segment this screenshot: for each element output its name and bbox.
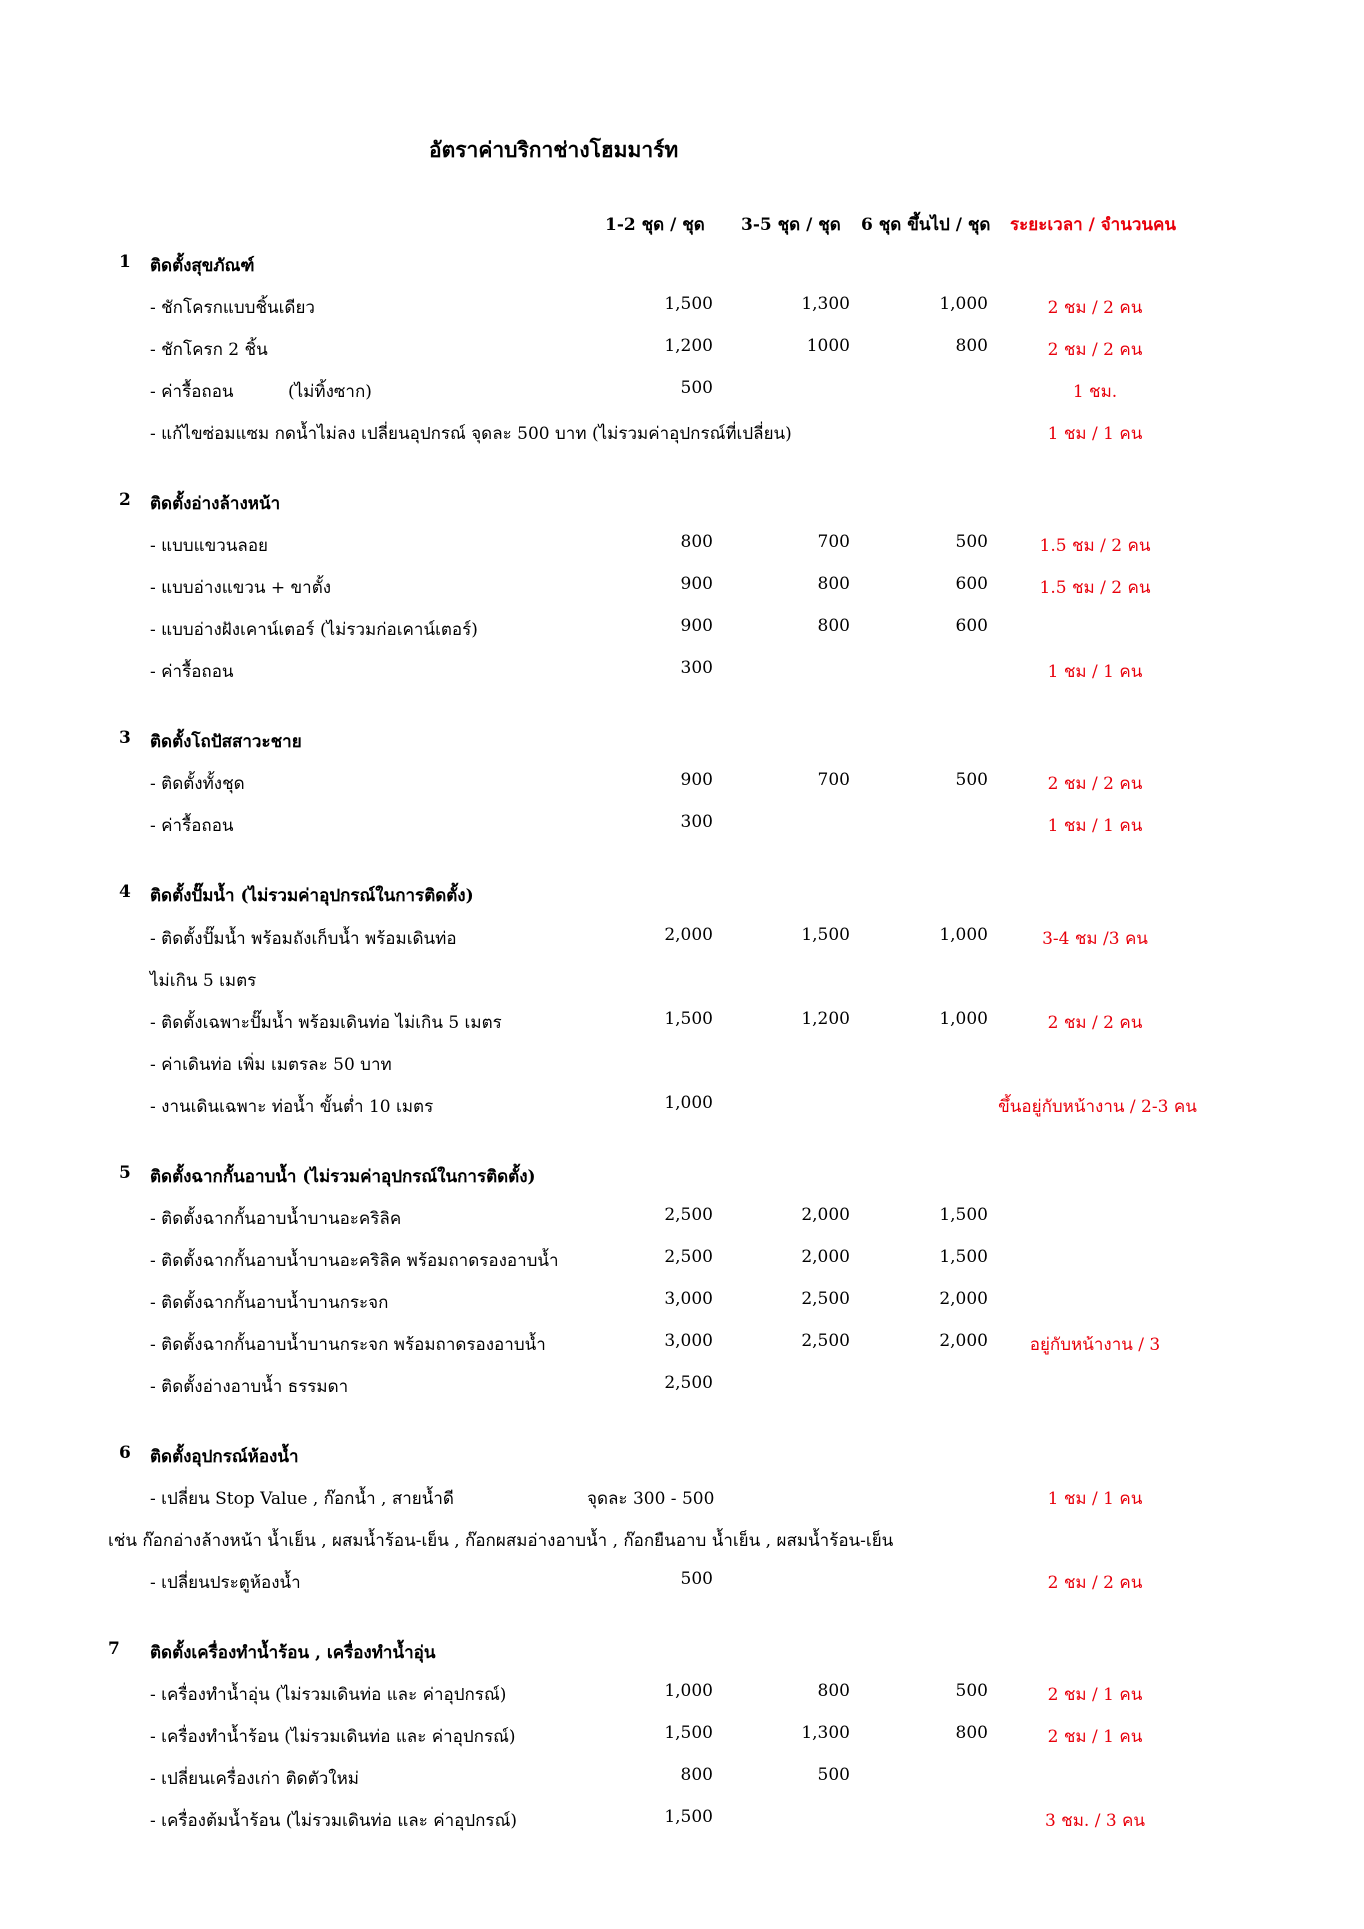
item-label: - ติดตั้งฉากกั้นอาบน้ำบานอะคริลิค bbox=[150, 1209, 402, 1229]
price-6-plus: 1,000 bbox=[939, 925, 988, 945]
item-label: - แบบแขวนลอย bbox=[150, 536, 269, 556]
item-label: - ติดตั้งฉากกั้นอาบน้ำบานกระจก bbox=[150, 1293, 389, 1313]
section-number: 2 bbox=[119, 490, 131, 510]
header-col-time-people: ระยะเวลา / จำนวนคน bbox=[1010, 215, 1177, 235]
price-1-2: 500 bbox=[680, 378, 713, 398]
time-people: 1.5 ชม / 2 คน bbox=[1039, 536, 1151, 556]
price-1-2: 1,500 bbox=[664, 294, 713, 314]
item-label: - เครื่องต้มน้ำร้อน (ไม่รวมเดินท่อ และ ค่าอุปกรณ์) bbox=[150, 1811, 517, 1831]
time-people: 3 ชม. / 3 คน bbox=[1044, 1811, 1146, 1831]
item-label: - ค่าเดินท่อ เพิ่ม เมตรละ 50 บาท bbox=[150, 1055, 392, 1075]
section-number: 3 bbox=[119, 728, 131, 748]
price-3-5: 2,000 bbox=[801, 1247, 850, 1267]
header-col-1-2-sets: 1-2 ชุด / ชุด bbox=[605, 215, 705, 235]
item-label: - ติดตั้งปั๊มน้ำ พร้อมถังเก็บน้ำ พร้อมเดินท่อ bbox=[150, 929, 457, 949]
price-3-5: 1,200 bbox=[801, 1009, 850, 1029]
section-title: ติดตั้งเครื่องทำน้ำร้อน , เครื่องทำน้ำอุ่น bbox=[150, 1643, 436, 1663]
price-1-2: 2,500 bbox=[664, 1373, 713, 1393]
time-people: 2 ชม / 2 คน bbox=[1047, 774, 1143, 794]
section-number: 1 bbox=[119, 252, 131, 272]
item-label: - ติดตั้งทั้งชุด bbox=[150, 774, 245, 794]
price-3-5: 800 bbox=[817, 574, 850, 594]
section-title: ติดตั้งฉากกั้นอาบน้ำ (ไม่รวมค่าอุปกรณ์ในการติดตั้ง) bbox=[150, 1167, 536, 1187]
section-number: 4 bbox=[119, 882, 131, 902]
time-people: 1 ชม / 1 คน bbox=[1047, 1489, 1143, 1509]
price-6-plus: 500 bbox=[955, 1681, 988, 1701]
price-3-5: 2,500 bbox=[801, 1331, 850, 1351]
item-label: - ค่ารื้อถอน bbox=[150, 816, 234, 836]
price-3-5: 2,000 bbox=[801, 1205, 850, 1225]
price-6-plus: 2,000 bbox=[939, 1331, 988, 1351]
time-people: 1 ชม. bbox=[1072, 382, 1118, 402]
price-1-2: 1,000 bbox=[664, 1093, 713, 1113]
section-title: ติดตั้งปั๊มน้ำ (ไม่รวมค่าอุปกรณ์ในการติดตั้ง) bbox=[150, 886, 474, 906]
item-label: - ติดตั้งฉากกั้นอาบน้ำบานอะคริลิค พร้อมถาดรองอาบน้ำ bbox=[150, 1251, 559, 1271]
time-people: 2 ชม / 1 คน bbox=[1047, 1685, 1143, 1705]
price-6-plus: 600 bbox=[955, 616, 988, 636]
time-people: 2 ชม / 2 คน bbox=[1047, 1013, 1143, 1033]
example-note: เช่น ก๊อกอ่างล้างหน้า น้ำเย็น , ผสมน้ำร้อน-เย็น , ก๊อกผสมอ่างอาบน้ำ , ก๊อกยืนอาบ น้ำเย็น , ผสมน้ำร้อน-เย็น bbox=[108, 1531, 894, 1551]
item-label: - ชักโครกแบบชิ้นเดียว bbox=[150, 298, 315, 318]
time-people: 2 ชม / 2 คน bbox=[1047, 1573, 1143, 1593]
item-label: - แก้ไขซ่อมแซม กดน้ำไม่ลง เปลี่ยนอุปกรณ์ จุดละ 500 บาท (ไม่รวมค่าอุปกรณ์ที่เปลี่ยน) bbox=[150, 424, 792, 444]
price-1-2: 2,000 bbox=[664, 925, 713, 945]
time-people: 3-4 ชม /3 คน bbox=[1042, 929, 1148, 949]
header-col-6-plus-sets: 6 ชุด ขึ้นไป / ชุด bbox=[861, 215, 991, 235]
item-label: - ค่ารื้อถอน bbox=[150, 662, 234, 682]
time-people: 1 ชม / 1 คน bbox=[1047, 816, 1143, 836]
time-people: ขึ้นอยู่กับหน้างาน / 2-3 คน bbox=[998, 1097, 1197, 1117]
section-title: ติดตั้งสุขภัณฑ์ bbox=[150, 256, 255, 276]
price-1-2: 800 bbox=[680, 1765, 713, 1785]
price-1-2: 900 bbox=[680, 616, 713, 636]
price-1-2: 500 bbox=[680, 1569, 713, 1589]
price-3-5: 2,500 bbox=[801, 1289, 850, 1309]
price-1-2: 1,500 bbox=[664, 1723, 713, 1743]
price-6-plus: 500 bbox=[955, 770, 988, 790]
section-number: 5 bbox=[119, 1163, 131, 1183]
price-range: จุดละ 300 - 500 bbox=[587, 1489, 715, 1509]
price-6-plus: 1,000 bbox=[939, 1009, 988, 1029]
price-3-5: 700 bbox=[817, 532, 850, 552]
item-label: - ติดตั้งฉากกั้นอาบน้ำบานกระจก พร้อมถาดรองอาบน้ำ bbox=[150, 1335, 546, 1355]
price-3-5: 1000 bbox=[806, 336, 850, 356]
price-3-5: 1,300 bbox=[801, 294, 850, 314]
item-label: - เปลี่ยนประตูห้องน้ำ bbox=[150, 1573, 301, 1593]
price-1-2: 900 bbox=[680, 770, 713, 790]
page-title: อัตราค่าบริกาช่างโฮมมาร์ท bbox=[429, 137, 679, 162]
time-people: 1 ชม / 1 คน bbox=[1047, 424, 1143, 444]
header-col-3-5-sets: 3-5 ชุด / ชุด bbox=[741, 215, 841, 235]
time-people: 1.5 ชม / 2 คน bbox=[1039, 578, 1151, 598]
price-6-plus: 1,500 bbox=[939, 1205, 988, 1225]
price-6-plus: 1,500 bbox=[939, 1247, 988, 1267]
item-label: - ค่ารื้อถอน bbox=[150, 382, 234, 402]
price-6-plus: 500 bbox=[955, 532, 988, 552]
price-3-5: 500 bbox=[817, 1765, 850, 1785]
section-title: ติดตั้งอุปกรณ์ห้องน้ำ bbox=[150, 1447, 299, 1467]
price-6-plus: 600 bbox=[955, 574, 988, 594]
time-people: อยู่กับหน้างาน / 3 bbox=[1029, 1335, 1161, 1355]
item-label: - ติดตั้งอ่างอาบน้ำ ธรรมดา bbox=[150, 1377, 349, 1397]
price-6-plus: 800 bbox=[955, 1723, 988, 1743]
price-6-plus: 2,000 bbox=[939, 1289, 988, 1309]
item-label: - งานเดินเฉพาะ ท่อน้ำ ขั้นต่ำ 10 เมตร bbox=[150, 1097, 434, 1117]
price-1-2: 2,500 bbox=[664, 1205, 713, 1225]
price-3-5: 800 bbox=[817, 1681, 850, 1701]
item-label: - เครื่องทำน้ำอุ่น (ไม่รวมเดินท่อ และ ค่าอุปกรณ์) bbox=[150, 1685, 507, 1705]
price-1-2: 900 bbox=[680, 574, 713, 594]
item-label: ไม่เกิน 5 เมตร bbox=[150, 971, 257, 991]
price-1-2: 1,500 bbox=[664, 1009, 713, 1029]
price-1-2: 1,000 bbox=[664, 1681, 713, 1701]
price-1-2: 300 bbox=[680, 658, 713, 678]
time-people: 1 ชม / 1 คน bbox=[1047, 662, 1143, 682]
section-number: 7 bbox=[108, 1639, 120, 1659]
item-label: - ติดตั้งเฉพาะปั๊มน้ำ พร้อมเดินท่อ ไม่เกิน 5 เมตร bbox=[150, 1013, 502, 1033]
price-1-2: 300 bbox=[680, 812, 713, 832]
price-6-plus: 1,000 bbox=[939, 294, 988, 314]
time-people: 2 ชม / 1 คน bbox=[1047, 1727, 1143, 1747]
item-note: (ไม่ทิ้งซาก) bbox=[288, 382, 372, 402]
price-1-2: 800 bbox=[680, 532, 713, 552]
price-1-2: 3,000 bbox=[664, 1331, 713, 1351]
section-title: ติดตั้งโถปัสสาวะชาย bbox=[150, 732, 302, 752]
item-label: - เครื่องทำน้ำร้อน (ไม่รวมเดินท่อ และ ค่าอุปกรณ์) bbox=[150, 1727, 516, 1747]
price-1-2: 1,500 bbox=[664, 1807, 713, 1827]
price-1-2: 2,500 bbox=[664, 1247, 713, 1267]
section-title: ติดตั้งอ่างล้างหน้า bbox=[150, 494, 281, 514]
item-label: - เปลี่ยน Stop Value , ก๊อกน้ำ , สายน้ำดี bbox=[150, 1489, 454, 1509]
item-label: - เปลี่ยนเครื่องเก่า ติดตัวใหม่ bbox=[150, 1769, 360, 1789]
price-3-5: 700 bbox=[817, 770, 850, 790]
item-label: - แบบอ่างแขวน + ขาตั้ง bbox=[150, 578, 332, 598]
item-label: - ชักโครก 2 ชิ้น bbox=[150, 340, 268, 360]
time-people: 2 ชม / 2 คน bbox=[1047, 298, 1143, 318]
time-people: 2 ชม / 2 คน bbox=[1047, 340, 1143, 360]
item-label: - แบบอ่างฝังเคาน์เตอร์ (ไม่รวมก่อเคาน์เตอร์) bbox=[150, 620, 478, 640]
price-1-2: 3,000 bbox=[664, 1289, 713, 1309]
price-3-5: 1,300 bbox=[801, 1723, 850, 1743]
price-3-5: 1,500 bbox=[801, 925, 850, 945]
price-3-5: 800 bbox=[817, 616, 850, 636]
price-6-plus: 800 bbox=[955, 336, 988, 356]
price-1-2: 1,200 bbox=[664, 336, 713, 356]
section-number: 6 bbox=[119, 1443, 131, 1463]
